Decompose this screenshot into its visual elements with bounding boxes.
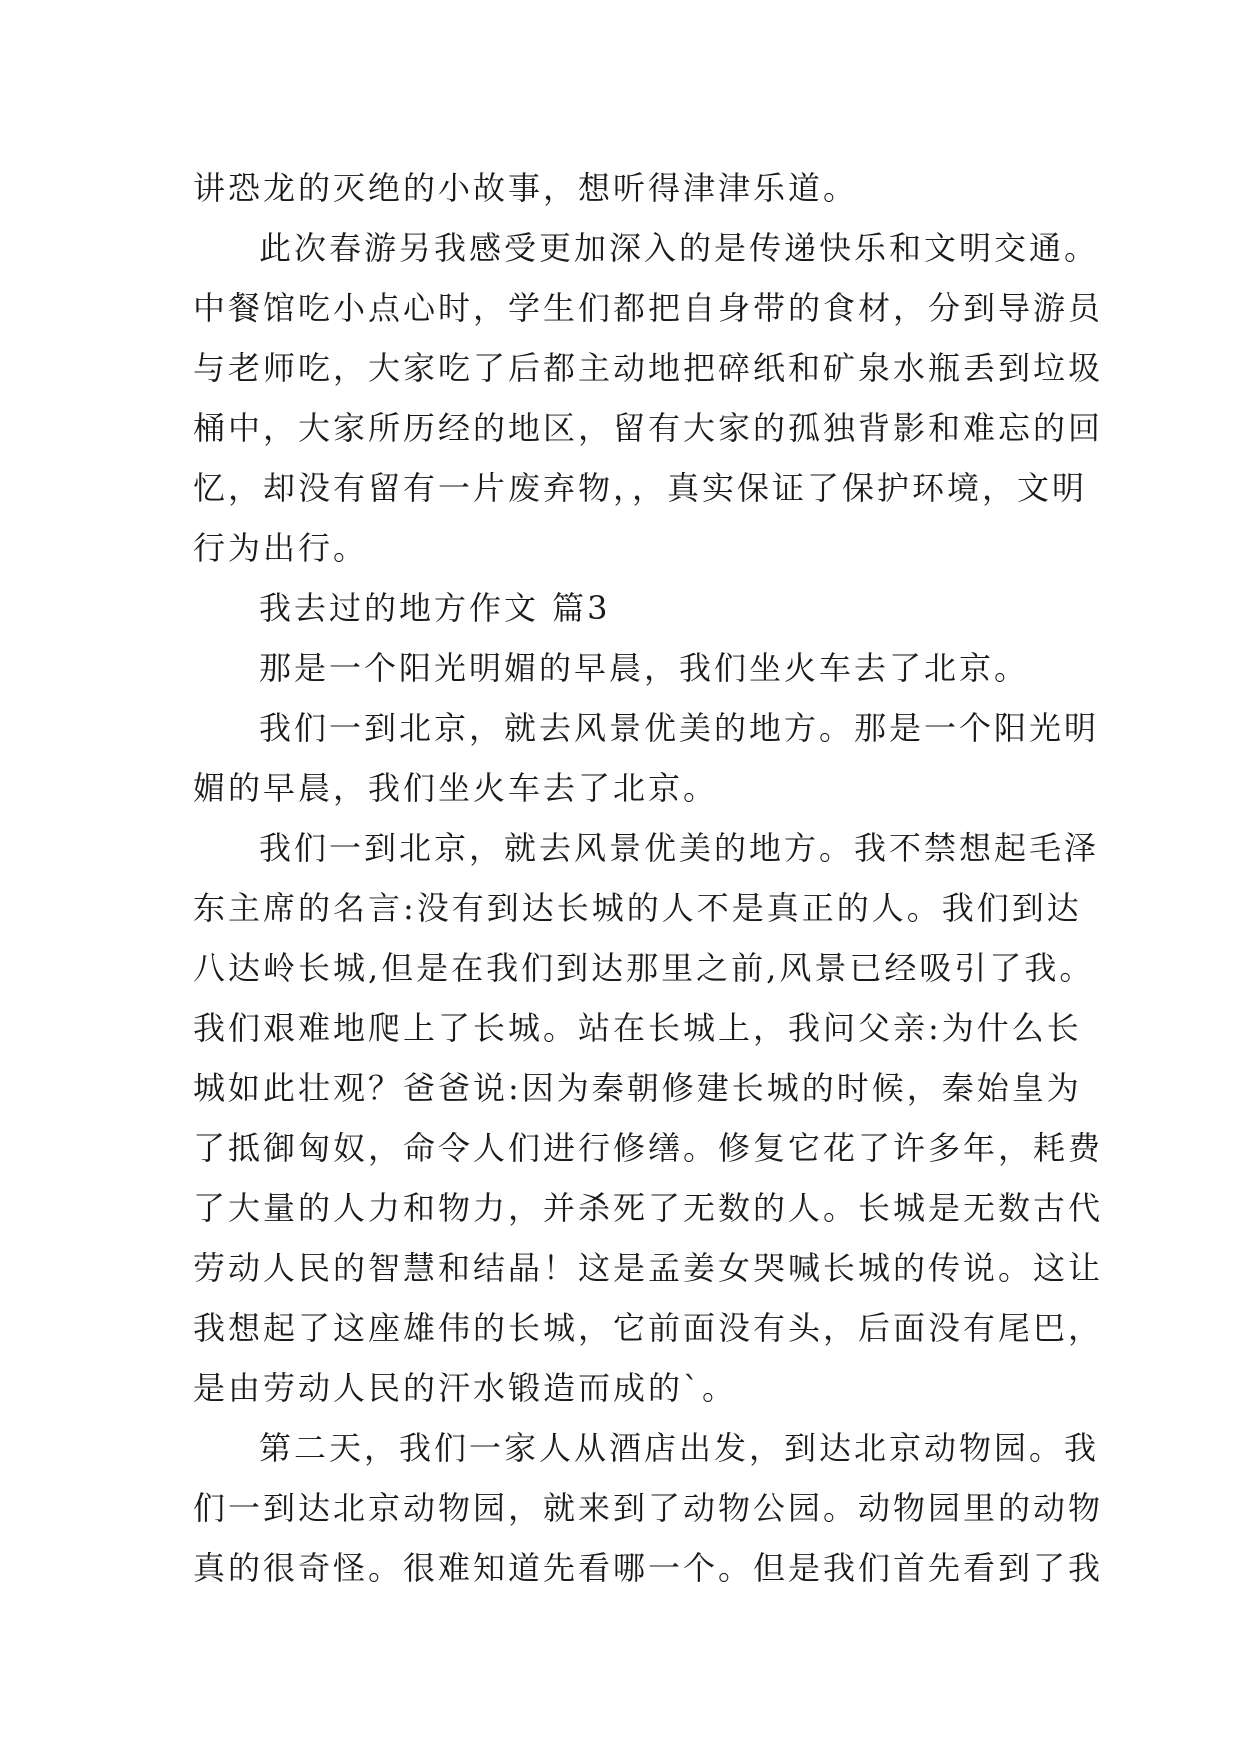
text-line: 劳动人民的智慧和结晶！这是孟姜女哭喊长城的传说。这让 [193,1249,1104,1287]
text-line: 行为出行。 [193,529,369,567]
text-line: 了大量的人力和物力，并杀死了无数的人。长城是无数古代 [193,1189,1104,1227]
text-line: 此次春游另我感受更加深入的是传递快乐和文明交通。 [259,229,1100,267]
text-line: 我们艰难地爬上了长城。站在长城上，我问父亲:为什么长 [193,1009,1082,1047]
text-line: 我想起了这座雄伟的长城，它前面没有头，后面没有尾巴， [193,1309,1104,1347]
text-line: 们一到达北京动物园，就来到了动物公园。动物园里的动物 [193,1489,1104,1527]
text-line: 讲恐龙的灭绝的小故事，想听得津津乐道。 [193,169,859,207]
text-line: 我们一到北京，就去风景优美的地方。我不禁想起毛泽 [259,829,1100,867]
text-line: 忆，却没有留有一片废弃物，，真实保证了保护环境，文明 [193,469,1088,507]
text-line: 我们一到北京，就去风景优美的地方。那是一个阳光明 [259,709,1100,747]
section-heading: 我去过的地方作文 篇3 [259,589,611,627]
text-line: 城如此壮观？爸爸说:因为秦朝修建长城的时候，秦始皇为 [193,1069,1082,1107]
text-line: 桶中，大家所历经的地区，留有大家的孤独背影和难忘的回 [193,409,1104,447]
text-line: 八达岭长城,但是在我们到达那里之前,风景已经吸引了我。 [193,949,1095,987]
text-line: 是由劳动人民的汗水锻造而成的`。 [193,1369,738,1407]
text-line: 真的很奇怪。很难知道先看哪一个。但是我们首先看到了我 [193,1549,1104,1587]
text-line: 中餐馆吃小点心时，学生们都把自身带的食材，分到导游员 [193,289,1104,327]
text-line: 与老师吃，大家吃了后都主动地把碎纸和矿泉水瓶丢到垃圾 [193,349,1104,387]
text-line: 了抵御匈奴，命令人们进行修缮。修复它花了许多年，耗费 [193,1129,1104,1167]
text-line: 东主席的名言:没有到达长城的人不是真正的人。我们到达 [193,889,1082,927]
text-line: 媚的早晨，我们坐火车去了北京。 [193,769,719,807]
text-line: 那是一个阳光明媚的早晨，我们坐火车去了北京。 [259,649,1030,687]
text-line: 第二天，我们一家人从酒店出发，到达北京动物园。我 [259,1429,1100,1467]
